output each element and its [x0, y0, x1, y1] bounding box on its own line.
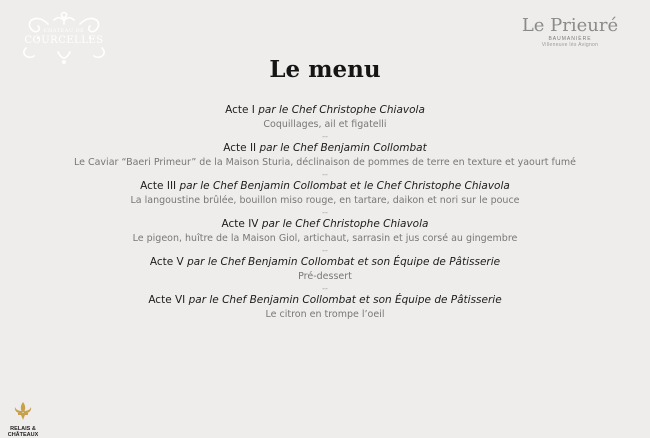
page-title: Le menu — [269, 56, 381, 83]
course-dish: La langoustine brûlée, bouillon miso rouge, en tartare, daikon et nori sur le pouce — [130, 195, 520, 206]
course-dish: Le Caviar “Baeri Primeur” de la Maison Sturia, déclinaison de pommes de terre en texture et yaourt fumé — [73, 157, 576, 168]
logo-left-big-text: COURCELLES — [24, 35, 104, 46]
relais-line2: CHÂTEAUX — [7, 432, 39, 438]
course-separator: -- — [322, 284, 328, 293]
course-separator: -- — [322, 246, 328, 255]
course-item — [20, 293, 630, 322]
course-chef: par le Chef Benjamin Collombat et son Équipe de Pâtisserie — [187, 256, 501, 268]
course-item — [20, 217, 630, 255]
course-act: Acte VI — [148, 294, 186, 306]
course-separator: -- — [322, 132, 328, 141]
course-act: Acte IV — [221, 218, 259, 230]
course-item — [20, 103, 630, 141]
course-dish: Pré-dessert — [298, 271, 352, 282]
relais-line1: RELAIS & — [10, 426, 36, 432]
course-item — [20, 141, 630, 179]
course-dish: Le pigeon, huître de la Maison Giol, artichaut, sarrasin et jus corsé au gingembre — [132, 233, 518, 244]
logo-left-small-text: CHATEAU DE — [43, 28, 85, 34]
course-chef: par le Chef Christophe Chiavola — [258, 104, 425, 116]
course-dish: Le citron en trompe l’oeil — [265, 309, 385, 320]
course-heading — [20, 141, 630, 156]
course-heading — [20, 103, 630, 118]
course-act: Acte III — [140, 180, 177, 192]
course-act: Acte II — [223, 142, 257, 154]
course-dish: Coquillages, ail et figatelli — [263, 119, 387, 130]
le-prieure-logo — [520, 16, 620, 48]
course-item — [20, 255, 630, 293]
course-chef: par le Chef Christophe Chiavola — [261, 218, 429, 230]
menu-courses — [20, 103, 630, 322]
course-item — [20, 179, 630, 217]
relais-chateaux-logo — [6, 401, 40, 438]
course-chef: par le Chef Benjamin Collombat et le Chef Christophe Chiavola — [179, 180, 510, 192]
course-heading — [20, 217, 630, 232]
fleur-de-lis-icon — [12, 401, 34, 421]
course-separator: -- — [322, 208, 328, 217]
logo-right-sub: BAUMANIÈRE — [548, 36, 592, 42]
course-heading — [20, 255, 630, 270]
course-heading — [20, 179, 630, 194]
logo-right-name: Le Prieuré — [521, 15, 619, 36]
course-chef: par le Chef Benjamin Collombat et son Équipe de Pâtisserie — [188, 294, 502, 306]
course-act: Acte I — [225, 104, 255, 116]
logo-right-sub2: Villeneuve lès Avignon — [541, 42, 599, 48]
course-separator: -- — [322, 170, 328, 179]
course-chef: par le Chef Benjamin Collombat — [259, 142, 427, 154]
course-heading — [20, 293, 630, 308]
course-act: Acte V — [149, 256, 184, 268]
